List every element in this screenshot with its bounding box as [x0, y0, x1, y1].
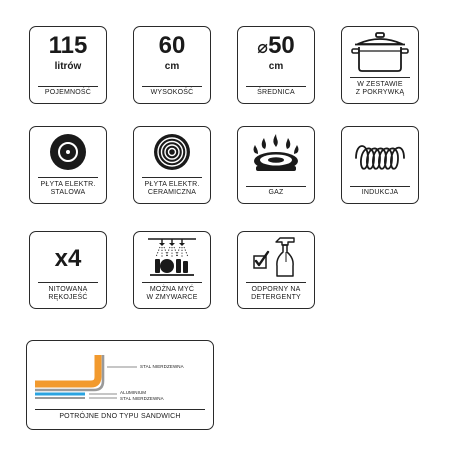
capacity-unit: litrów [54, 61, 82, 72]
diameter-value: 50 [268, 32, 295, 59]
layer-top-label: STAL NIERDZEWNA [140, 364, 184, 369]
sandwich-bottom-tile [26, 340, 214, 430]
diameter-icon: ⌀ [257, 37, 269, 57]
rivets-label-line1: NITOWANA [48, 286, 88, 293]
lid-label-line2: Z POKRYWKĄ [355, 89, 405, 96]
detergent-icon [238, 232, 314, 282]
divider [142, 177, 202, 178]
ceramic-plate-label-line1: PŁYTA ELEKTR. [144, 181, 200, 188]
dishwasher-icon [134, 232, 210, 282]
steel-plate-tile [29, 126, 107, 204]
steel-plate-label [32, 181, 104, 197]
gas-label: GAZ [268, 189, 284, 196]
rivets-tile [29, 231, 107, 309]
detergent-label-line2: DETERGENTY [251, 294, 301, 301]
divider [246, 282, 306, 283]
divider [142, 282, 202, 283]
height-value: 60 [158, 32, 186, 59]
sandwich-label: POTRÓJNE DNO TYPU SANDWICH [59, 413, 181, 420]
capacity-value: 115 [48, 32, 88, 59]
diameter-tile [237, 26, 315, 104]
pot-with-lid-icon [342, 27, 418, 77]
diameter-value-row [238, 33, 314, 60]
steel-plate-label-line2: STALOWA [50, 189, 86, 196]
divider [38, 282, 98, 283]
detergent-label-line1: ODPORNY NA [251, 286, 301, 293]
induction-label: INDUKCJA [361, 189, 399, 196]
height-unit: cm [164, 61, 180, 72]
steel-plate-label-line1: PŁYTA ELEKTR. [40, 181, 96, 188]
diameter-unit: cm [268, 61, 284, 72]
induction-coil-icon [342, 127, 418, 181]
divider [350, 77, 410, 78]
dishwasher-label-line1: MOŻNA MYĆ [149, 286, 195, 293]
rivets-value: x4 [54, 245, 82, 272]
gas-tile [237, 126, 315, 204]
rivets-label [32, 286, 104, 302]
ceramic-plate-label-line2: CERAMICZNA [147, 189, 197, 196]
height-tile [133, 26, 211, 104]
detergent-tile [237, 231, 315, 309]
dishwasher-tile [133, 231, 211, 309]
divider [35, 409, 205, 410]
gas-burner-icon [238, 127, 314, 181]
capacity-tile [29, 26, 107, 104]
dishwasher-label [136, 286, 208, 302]
ceramic-plate-label [136, 181, 208, 197]
lid-label [344, 81, 416, 97]
divider [38, 177, 98, 178]
divider [142, 86, 202, 87]
divider [350, 186, 410, 187]
layer-mid-label: ALUMINIUM [120, 390, 147, 395]
height-label: WYSOKOŚĆ [150, 89, 194, 96]
dishwasher-label-line2: W ZMYWARCE [146, 294, 198, 301]
ceramic-plate-tile [133, 126, 211, 204]
lid-label-line1: W ZESTAWIE [357, 81, 403, 88]
lid-tile [341, 26, 419, 104]
divider [246, 86, 306, 87]
layer-bottom-label: STAL NIERDZEWNA [120, 396, 164, 401]
divider [246, 186, 306, 187]
steel-hotplate-icon [30, 127, 106, 177]
diameter-label: ŚREDNICA [257, 89, 295, 96]
divider [38, 86, 98, 87]
induction-tile [341, 126, 419, 204]
rivets-label-line2: RĘKOJEŚĆ [48, 294, 88, 301]
ceramic-hotplate-icon [134, 127, 210, 177]
capacity-label: POJEMNOŚĆ [44, 89, 92, 96]
detergent-label [240, 286, 312, 302]
